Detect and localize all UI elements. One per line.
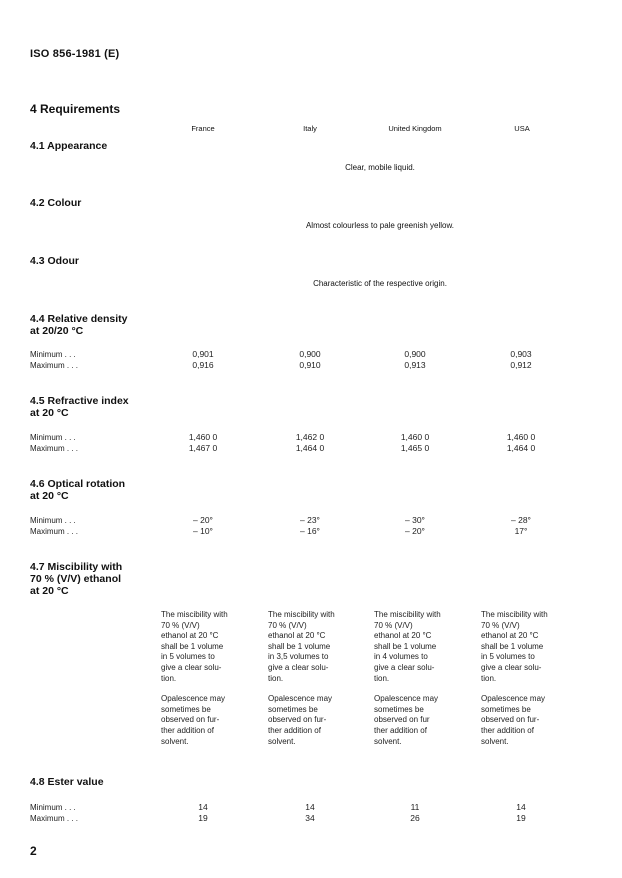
value-cell: 1,460 0 — [506, 432, 536, 442]
value-cell: 14 — [198, 802, 208, 812]
opalescence-text-line: Opalescence may — [481, 694, 546, 704]
value-cell: 34 — [305, 813, 315, 823]
paragraph-spacer — [161, 684, 256, 694]
section-4-3-title: 4.3 Odour — [30, 255, 80, 267]
opalescence-text-line: ther addition of — [268, 725, 321, 735]
minimum-label: Minimum . . . — [30, 803, 76, 812]
value-cell: – 23° — [300, 515, 320, 525]
value-cell: 0,916 — [192, 360, 214, 370]
value-cell: 0,910 — [299, 360, 321, 370]
section-4-4-title — [30, 313, 127, 337]
opalescence-text-line: sometimes be — [481, 704, 531, 714]
opalescence-text-line: sometimes be — [161, 704, 211, 714]
miscibility-text-line: give a clear solu- — [481, 662, 542, 672]
miscibility-france — [161, 610, 256, 747]
value-cell: 1,460 0 — [188, 432, 218, 442]
value-cell: 11 — [410, 802, 420, 812]
miscibility-text-line: shall be 1 volume — [161, 641, 224, 651]
miscibility-text-line: The miscibility with — [481, 610, 548, 619]
miscibility-text-line: tion. — [481, 673, 497, 683]
section-4-6-title — [30, 478, 125, 502]
value-cell: 0,900 — [299, 349, 321, 359]
miscibility-text-line: The miscibility with — [161, 610, 228, 619]
value-cell: 17° — [514, 526, 528, 536]
miscibility-uk — [374, 610, 469, 747]
value-cell: – 20° — [193, 515, 213, 525]
paragraph-spacer — [374, 684, 469, 694]
value-cell: 1,467 0 — [188, 443, 218, 453]
miscibility-text-line: 70 % (V/V) — [161, 620, 200, 630]
section-4-6-title-line2: at 20 °C — [30, 490, 69, 502]
maximum-label: Maximum . . . — [30, 814, 79, 823]
miscibility-text-line: The miscibility with — [374, 610, 441, 619]
column-header-uk: United Kingdom — [388, 124, 442, 133]
odour-text: Characteristic of the respective origin. — [313, 279, 447, 288]
section-4-5-title — [30, 395, 129, 419]
opalescence-text-line: observed on fur- — [481, 715, 540, 725]
miscibility-text-line: 70 % (V/V) — [481, 620, 520, 630]
opalescence-text-line: ther addition of — [161, 725, 214, 735]
maximum-label: Maximum . . . — [30, 361, 79, 370]
opalescence-text-line: solvent. — [374, 736, 402, 746]
opalescence-text-line: solvent. — [481, 736, 509, 746]
miscibility-text-line: give a clear solu- — [374, 662, 435, 672]
value-cell: 1,465 0 — [400, 443, 430, 453]
value-cell: 1,460 0 — [400, 432, 430, 442]
value-cell: 0,912 — [510, 360, 532, 370]
document-header: ISO 856-1981 (E) — [30, 48, 120, 60]
opalescence-text-line: Opalescence may — [268, 694, 333, 704]
colour-text: Almost colourless to pale greenish yellow. — [305, 221, 455, 230]
miscibility-text-line: in 5 volumes to — [481, 652, 535, 662]
section-title: 4 Requirements — [30, 102, 121, 116]
miscibility-text-line: 70 % (V/V) — [268, 620, 307, 630]
opalescence-text-line: Opalescence may — [161, 694, 226, 704]
section-4-7-title-line2: 70 % (V/V) ethanol — [30, 573, 122, 585]
value-cell: 19 — [198, 813, 208, 823]
section-4-4-title-line2: at 20/20 °C — [30, 325, 84, 337]
miscibility-text-line: ethanol at 20 °C — [268, 631, 326, 641]
section-4-2-title: 4.2 Colour — [30, 197, 82, 209]
opalescence-text-line: sometimes be — [374, 704, 424, 714]
miscibility-text-line: in 3,5 volumes to — [268, 652, 329, 662]
miscibility-text-line: in 4 volumes to — [374, 652, 428, 662]
section-4-6-title-line1: 4.6 Optical rotation — [30, 478, 126, 490]
value-cell: – 28° — [511, 515, 531, 525]
value-cell: – 10° — [193, 526, 213, 536]
page-number: 2 — [30, 844, 37, 858]
miscibility-text-line: The miscibility with — [268, 610, 335, 619]
paragraph-spacer — [481, 684, 576, 694]
section-4-7-title-line3: at 20 °C — [30, 585, 69, 597]
opalescence-text-line: observed on fur- — [161, 715, 220, 725]
opalescence-text-line: observed on fur — [374, 715, 430, 725]
miscibility-text-line: tion. — [268, 673, 284, 683]
minimum-label: Minimum . . . — [30, 350, 76, 359]
value-cell: 14 — [516, 802, 526, 812]
section-4-4-title-line1: 4.4 Relative density — [30, 313, 128, 325]
section-4-5-title-line1: 4.5 Refractive index — [30, 395, 129, 407]
miscibility-usa — [481, 610, 576, 747]
miscibility-text-line: 70 % (V/V) — [374, 620, 413, 630]
miscibility-italy — [268, 610, 363, 747]
maximum-label: Maximum . . . — [30, 444, 79, 453]
minimum-label: Minimum . . . — [30, 433, 76, 442]
opalescence-text-line: sometimes be — [268, 704, 318, 714]
value-cell: 1,464 0 — [295, 443, 325, 453]
opalescence-text-line: solvent. — [161, 736, 189, 746]
miscibility-text-line: ethanol at 20 °C — [161, 631, 219, 641]
miscibility-text-line: tion. — [374, 673, 390, 683]
section-4-7-title — [30, 561, 122, 597]
opalescence-text-line: Opalescence may — [374, 694, 439, 704]
value-cell: – 30° — [405, 515, 425, 525]
section-4-1-title: 4.1 Appearance — [30, 140, 108, 152]
opalescence-text-line: ther addition of — [481, 725, 534, 735]
appearance-text: Clear, mobile liquid. — [345, 163, 415, 172]
miscibility-text-line: ethanol at 20 °C — [374, 631, 432, 641]
paragraph-spacer — [268, 684, 363, 694]
value-cell: 26 — [410, 813, 420, 823]
opalescence-text-line: solvent. — [268, 736, 296, 746]
miscibility-text-line: tion. — [161, 673, 177, 683]
value-cell: 0,903 — [510, 349, 532, 359]
section-4-7-title-line1: 4.7 Miscibility with — [30, 561, 123, 573]
column-header-france: France — [191, 124, 215, 133]
column-header-usa: USA — [514, 124, 530, 133]
section-4-5-title-line2: at 20 °C — [30, 407, 69, 419]
miscibility-text-line: give a clear solu- — [268, 662, 329, 672]
miscibility-text-line: in 5 volumes to — [161, 652, 215, 662]
miscibility-text-line: shall be 1 volume — [374, 641, 437, 651]
value-cell: 14 — [305, 802, 315, 812]
minimum-label: Minimum . . . — [30, 516, 76, 525]
value-cell: 0,913 — [404, 360, 426, 370]
value-cell: 0,900 — [404, 349, 426, 359]
opalescence-text-line: observed on fur- — [268, 715, 327, 725]
value-cell: 0,901 — [192, 349, 214, 359]
miscibility-text-line: shall be 1 volume — [268, 641, 331, 651]
opalescence-text-line: ther addition of — [374, 725, 427, 735]
value-cell: 1,464 0 — [506, 443, 536, 453]
value-cell: 19 — [516, 813, 526, 823]
maximum-label: Maximum . . . — [30, 527, 79, 536]
value-cell: – 16° — [300, 526, 320, 536]
miscibility-text-line: ethanol at 20 °C — [481, 631, 539, 641]
miscibility-text-line: shall be 1 volume — [481, 641, 544, 651]
miscibility-text-line: give a clear solu- — [161, 662, 222, 672]
column-header-italy: Italy — [303, 124, 317, 133]
value-cell: 1,462 0 — [295, 432, 325, 442]
section-4-8-title: 4.8 Ester value — [30, 776, 104, 788]
value-cell: – 20° — [405, 526, 425, 536]
